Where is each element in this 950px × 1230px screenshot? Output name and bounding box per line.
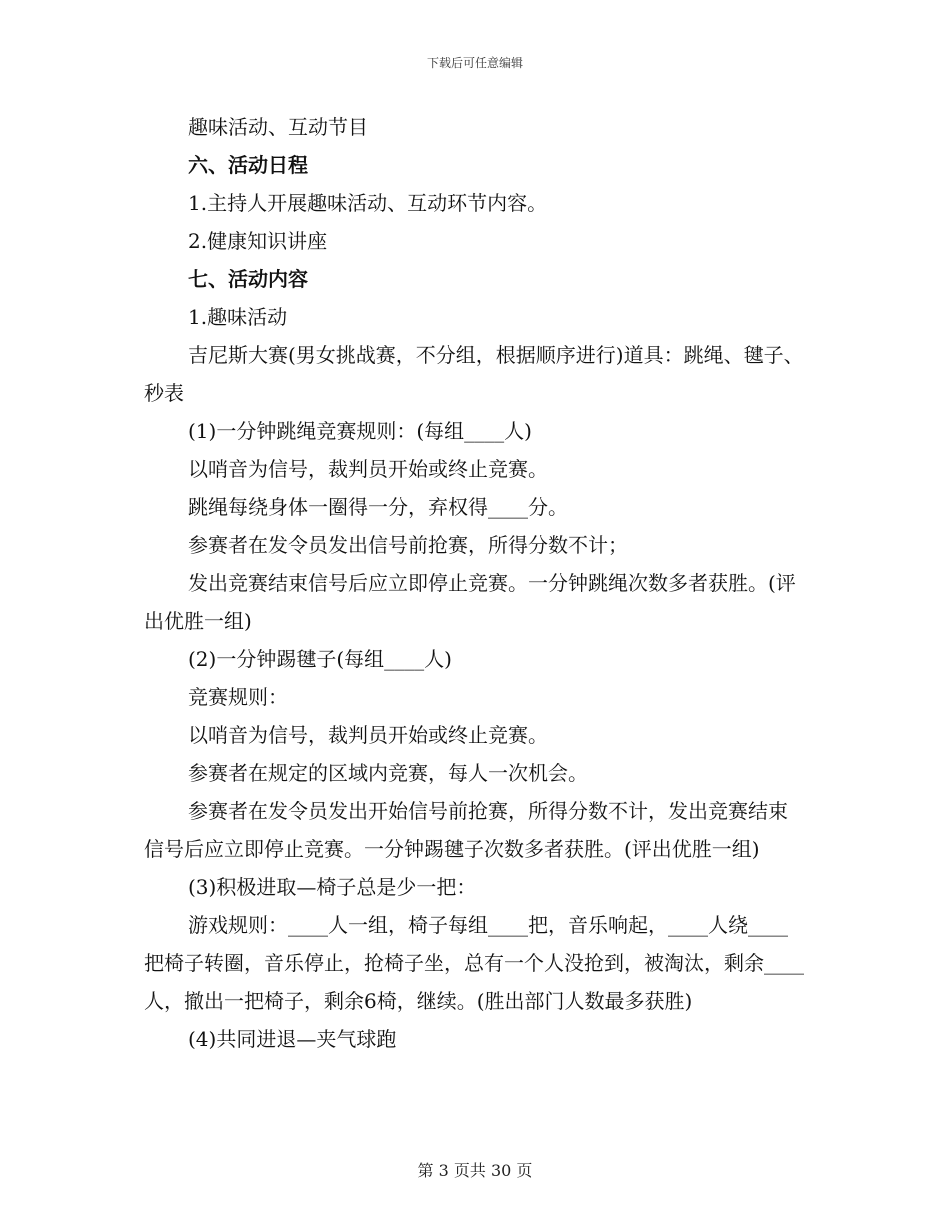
shuttlecock-rule-2: 参赛者在规定的区域内竞赛，每人一次机会。: [188, 761, 588, 785]
shuttlecock-rules-label: 竞赛规则：: [188, 685, 288, 709]
shuttlecock-rule-3: 参赛者在发令员发出开始信号前抢赛，所得分数不计，发出竞赛结束信号后应立即停止竞赛。一分钟踢毽子次数多者获胜。(评出优胜一组): [144, 799, 788, 861]
section-heading-schedule: 六、活动日程: [188, 153, 308, 177]
schedule-item-1: 1.主持人开展趣味活动、互动环节内容。: [188, 191, 548, 215]
musical-chairs-title: (3)积极进取—椅子总是少一把：: [188, 875, 477, 899]
rope-rule-2: 跳绳每绕身体一圈得一分，弃权得____分。: [188, 495, 568, 519]
shuttlecock-title: (2)一分钟踢毽子(每组____人): [188, 647, 452, 671]
balloon-race-title: (4)共同进退—夹气球跑: [188, 1027, 397, 1051]
page-footer: 第 3 页共 30 页: [417, 1161, 533, 1180]
content-item-1: 1.趣味活动: [188, 305, 288, 329]
rope-skipping-title: (1)一分钟跳绳竞赛规则：(每组____人): [188, 419, 532, 443]
rope-rule-3: 参赛者在发令员发出信号前抢赛，所得分数不计；: [188, 533, 628, 557]
shuttlecock-rule-1: 以哨音为信号，裁判员开始或终止竞赛。: [188, 723, 548, 747]
schedule-item-2: 2.健康知识讲座: [188, 229, 328, 253]
rope-rule-4: 发出竞赛结束信号后应立即停止竞赛。一分钟跳绳次数多者获胜。(评出优胜一组): [144, 571, 796, 633]
document-body: [144, 108, 806, 1058]
section-heading-content: 七、活动内容: [188, 267, 308, 291]
paragraph-intro: 趣味活动、互动节目: [188, 115, 368, 139]
rope-rule-1: 以哨音为信号，裁判员开始或终止竞赛。: [188, 457, 548, 481]
guinness-contest-paragraph: 吉尼斯大赛(男女挑战赛，不分组，根据顺序进行)道具：跳绳、毽子、秒表: [144, 343, 804, 405]
page-header: 下载后可任意编辑: [426, 56, 523, 70]
musical-chairs-rules: 游戏规则：____人一组，椅子每组____把，音乐响起，____人绕____把椅子转圈，音乐停止，抢椅子坐，总有一个人没抢到，被淘汰，剩余____人，撤出一把椅子，剩余6椅，继续。(胜出部门人数最多获胜): [144, 913, 804, 1013]
